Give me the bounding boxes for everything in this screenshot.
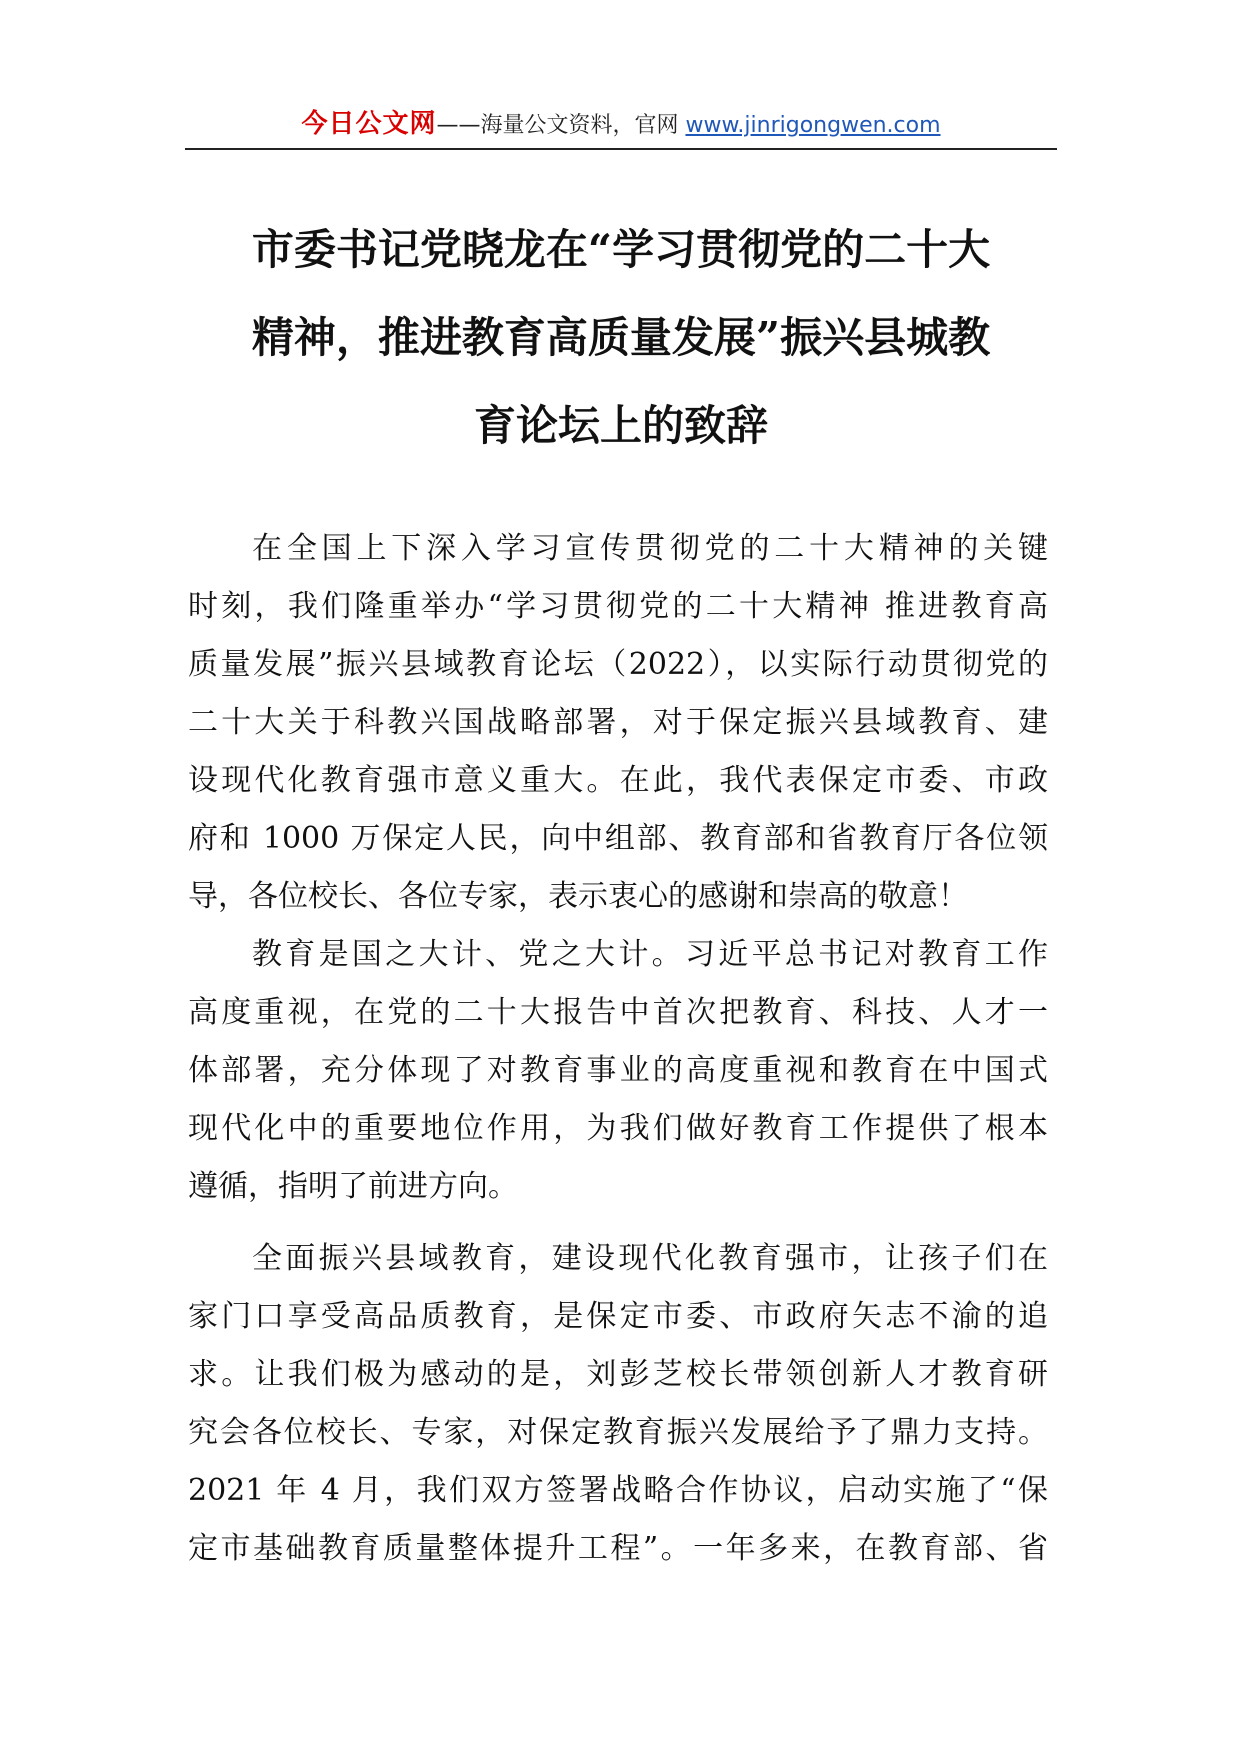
text-line: 在全国上下深入学习宣传贯彻党的二十大精神的关键 [252,531,1048,566]
site-url-link[interactable]: www.jinrigongwen.com [685,113,941,138]
title-line: 育论坛上的致辞 [473,401,768,450]
text-line: 全面振兴县域教育，建设现代化教育强市，让孩子们在 [252,1241,1048,1276]
title-line: 精神，推进教育高质量发展”振兴县城教 [251,313,991,362]
text-line: 现代化中的重要地位作用，为我们做好教育工作提供了根本 [188,1111,1048,1146]
document-body [188,520,1048,1578]
text-line: 体部署，充分体现了对教育事业的高度重视和教育在中国式 [188,1053,1048,1088]
paragraph-spacer [188,1216,1048,1230]
site-brand[interactable]: 今日公文网 [301,109,437,139]
text-line: 设现代化教育强市意义重大。在此，我代表保定市委、市政 [188,763,1048,798]
title-line: 市委书记党晓龙在“学习贯彻党的二十大 [251,225,991,274]
text-line: 2021 年 4 月，我们双方签署战略合作协议，启动实施了“保 [188,1473,1048,1508]
text-line: 高度重视，在党的二十大报告中首次把教育、科技、人才一 [188,995,1048,1030]
text-line: 定市基础教育质量整体提升工程”。一年多来，在教育部、省 [188,1531,1048,1566]
text-line: 二十大关于科教兴国战略部署，对于保定振兴县域教育、建 [188,705,1048,740]
text-line: 家门口享受高品质教育，是保定市委、市政府矢志不渝的追 [188,1299,1048,1334]
paragraph-3 [188,1230,1048,1578]
text-line: 求。让我们极为感动的是，刘彭芝校长带领创新人才教育研 [188,1357,1048,1392]
page-header [185,104,1057,150]
text-line: 遵循，指明了前进方向。 [188,1169,518,1204]
text-line: 导，各位校长、各位专家，表示衷心的感谢和崇高的敬意！ [188,879,968,914]
text-line: 究会各位校长、专家，对保定教育振兴发展给予了鼎力支持。 [188,1415,1048,1450]
text-line: 质量发展”振兴县域教育论坛（2022），以实际行动贯彻党的 [188,647,1048,682]
text-line: 时刻，我们隆重举办“学习贯彻党的二十大精神 推进教育高 [188,589,1048,624]
text-line: 教育是国之大计、党之大计。习近平总书记对教育工作 [252,937,1048,972]
site-tagline: ——海量公文资料，官网 [436,113,686,138]
paragraph-2 [188,926,1048,1216]
paragraph-1 [188,520,1048,926]
document-title [185,206,1057,470]
text-line: 府和 1000 万保定人民，向中组部、教育部和省教育厅各位领 [188,821,1048,856]
